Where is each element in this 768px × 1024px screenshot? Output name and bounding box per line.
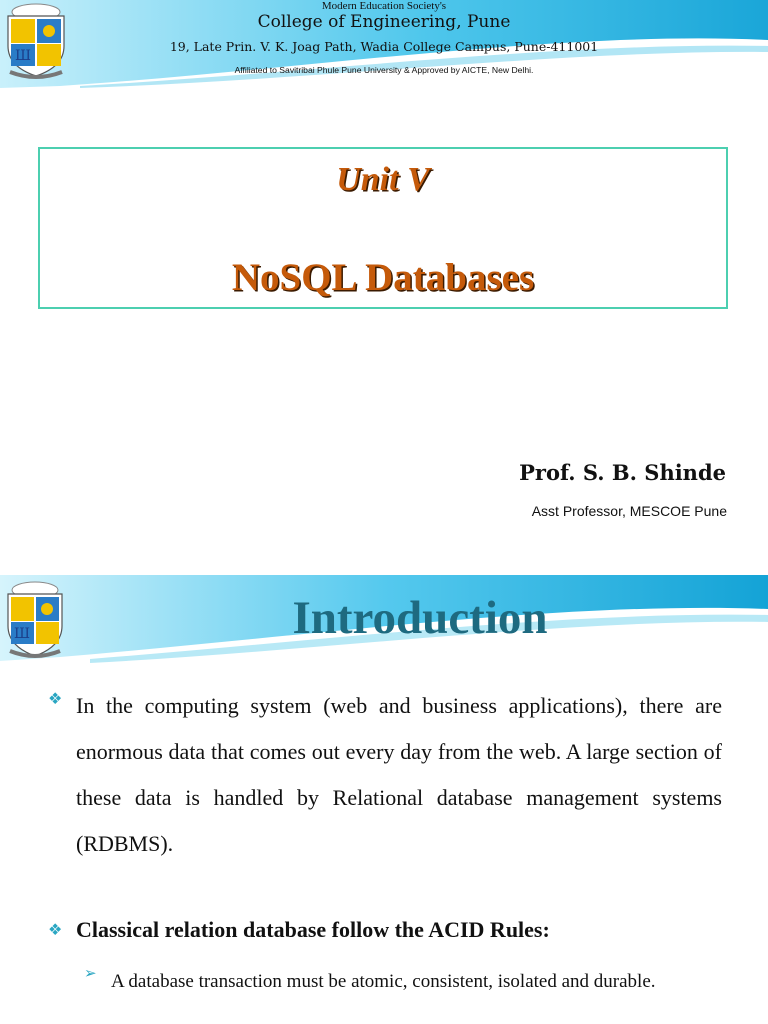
introduction-slide [0,575,768,1024]
title-box [38,147,728,309]
professor-role: Asst Professor, MESCOE Pune [531,503,727,519]
college-address: 19, Late Prin. V. K. Joag Path, Wadia College Campus, Pune-411001 [169,39,599,54]
slide-title: Introduction [292,592,548,644]
bullet-text: In the computing system (web and business applications), there are enormous data that comes out every day from the web. A large section of these data is handled by Relational database management systems (RDBMS). [76,693,722,856]
slide-main-title: NoSQL Databases [231,256,535,299]
diamond-bullet-icon: ❖ [48,689,63,708]
bullet-text: Classical relation database follow the ACID Rules: [76,917,550,942]
professor-name: Prof. S. B. Shinde [519,460,726,485]
slide-separator [0,560,768,575]
diamond-bullet-icon: ❖ [48,920,63,939]
sub-bullet-text: A database transaction must be atomic, consistent, isolated and durable. [111,971,656,992]
college-name: College of Engineering, Pune [257,12,511,32]
unit-title: Unit V [336,161,430,198]
affiliation-line: Affiliated to Savitribai Phule Pune University & Approved by AICTE, New Delhi. [234,65,534,75]
svg-text:Ш: Ш [14,626,30,642]
svg-text:Ш: Ш [15,48,31,64]
arrow-bullet-icon: ➢ [84,964,97,982]
society-name: Modern Education Society's [321,0,447,12]
